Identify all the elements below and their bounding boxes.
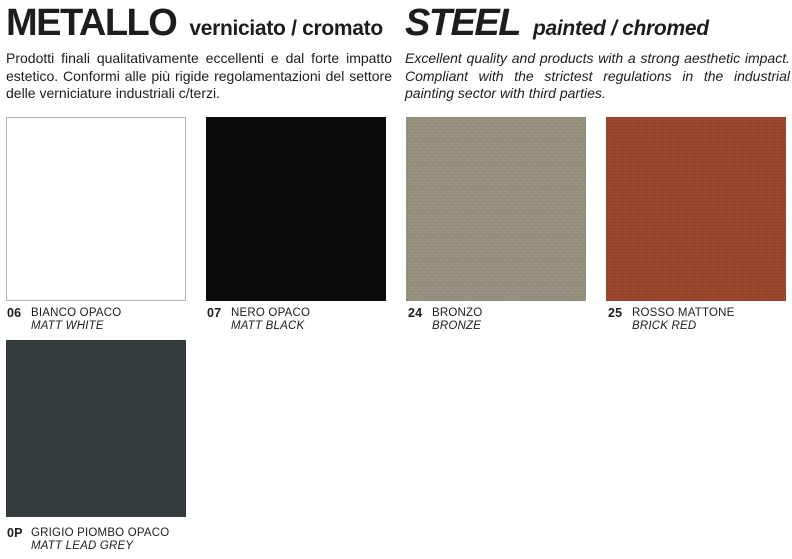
section-steel bbox=[405, 0, 790, 103]
swatch-code: 25 bbox=[608, 306, 623, 320]
swatch-name-it: ROSSO MATTONE bbox=[632, 307, 735, 319]
steel-title: STEEL bbox=[405, 2, 520, 44]
metallo-subtitle: verniciato / cromato bbox=[189, 17, 383, 40]
steel-description: Excellent quality and products with a strong aesthetic impact. Compliant with the strictest regulations in the industrial painting sector with third parties. bbox=[405, 50, 790, 102]
swatch-24-bronzo bbox=[406, 117, 586, 301]
steel-header bbox=[405, 2, 790, 44]
metallo-description: Prodotti finali qualitativamente eccellenti e dal forte impatto estetico. Conformi alle più rigide regolamentazioni del settore delle verniciature industriali c/terzi. bbox=[6, 50, 392, 102]
swatch-25-rosso-mattone bbox=[606, 117, 786, 301]
swatch-label-06 bbox=[7, 307, 121, 333]
swatch-code: 07 bbox=[207, 306, 222, 320]
metallo-header bbox=[6, 2, 392, 44]
steel-subtitle: painted / chromed bbox=[532, 17, 709, 40]
swatch-06-bianco-opaco bbox=[6, 117, 186, 301]
swatch-07-nero-opaco bbox=[206, 117, 386, 301]
swatch-name-en: MATT LEAD GREY bbox=[31, 540, 134, 552]
metallo-title: METALLO bbox=[6, 2, 177, 44]
swatch-name-en: MATT WHITE bbox=[31, 320, 104, 332]
swatch-label-07 bbox=[207, 307, 310, 333]
swatch-name-en: MATT BLACK bbox=[231, 320, 305, 332]
swatch-code: 06 bbox=[7, 306, 22, 320]
swatch-label-25 bbox=[608, 307, 735, 333]
swatch-label-0P bbox=[7, 527, 169, 553]
swatch-code: 0P bbox=[7, 526, 23, 540]
swatch-0P-grigio-piombo bbox=[6, 340, 186, 517]
swatch-name-en: BRICK RED bbox=[632, 320, 697, 332]
swatch-name-it: BIANCO OPACO bbox=[31, 307, 122, 319]
swatch-name-it: GRIGIO PIOMBO OPACO bbox=[31, 527, 170, 539]
swatch-label-24 bbox=[408, 307, 482, 333]
swatch-name-it: BRONZO bbox=[432, 307, 483, 319]
swatch-code: 24 bbox=[408, 306, 423, 320]
swatch-name-en: BRONZE bbox=[432, 320, 482, 332]
swatch-name-it: NERO OPACO bbox=[231, 307, 311, 319]
section-metallo bbox=[6, 0, 392, 103]
